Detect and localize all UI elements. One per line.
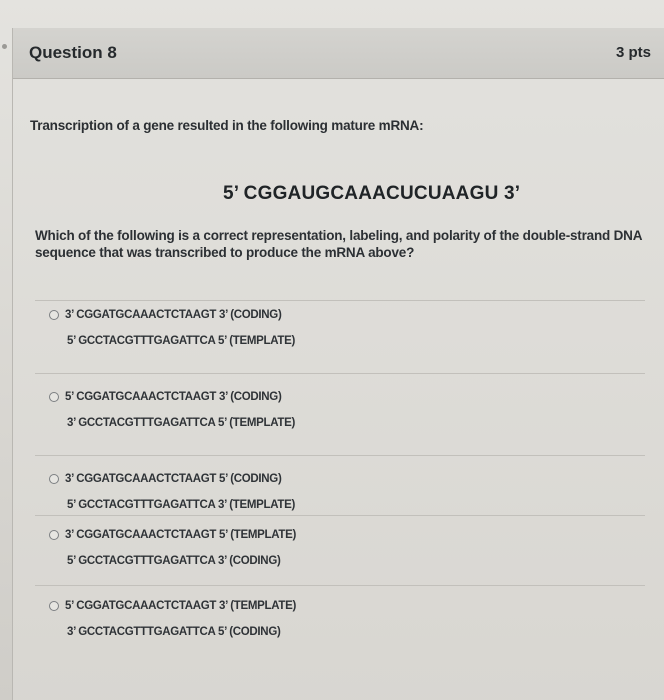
answer-option-4-line2: 5’ GCCTACGTTTGAGATTCA 3’ (CODING) bbox=[67, 555, 281, 567]
answer-option-4[interactable] bbox=[49, 527, 296, 569]
question-prompt: Which of the following is a correct representation, labeling, and polarity of the double-strand DNA sequence that was transcribed to produce the mRNA above? bbox=[35, 228, 642, 260]
answer-option-1-line2: 5’ GCCTACGTTTGAGATTCA 5’ (TEMPLATE) bbox=[67, 335, 296, 347]
question-points: 3 pts bbox=[615, 44, 651, 61]
answer-option-3-line1: 3’ CGGATGCAAACTCTAAGT 5’ (CODING) bbox=[65, 473, 282, 485]
answer-option-3-row bbox=[49, 471, 295, 487]
radio-button[interactable] bbox=[49, 474, 59, 484]
answer-option-4-row bbox=[49, 527, 296, 543]
answer-option-5-line1: 5’ CGGATGCAAACTCTAAGT 3’ (TEMPLATE) bbox=[65, 600, 296, 612]
answer-divider bbox=[35, 455, 645, 456]
question-intro: Transcription of a gene resulted in the following mature mRNA: bbox=[30, 118, 424, 133]
radio-button[interactable] bbox=[49, 530, 59, 540]
answer-option-5-row bbox=[49, 598, 296, 614]
answer-divider bbox=[35, 300, 645, 301]
answer-divider bbox=[35, 373, 645, 374]
answer-divider bbox=[35, 585, 645, 586]
answer-option-5-line2: 3’ GCCTACGTTTGAGATTCA 5’ (CODING) bbox=[67, 626, 281, 638]
answer-option-5[interactable] bbox=[49, 598, 296, 640]
answer-divider bbox=[35, 515, 645, 516]
question-card bbox=[12, 28, 664, 700]
question-title: Question 8 bbox=[29, 43, 117, 62]
answer-option-2-row bbox=[49, 389, 295, 405]
answer-option-2-line2: 3’ GCCTACGTTTGAGATTCA 5’ (TEMPLATE) bbox=[67, 417, 296, 429]
answer-option-1-line1: 3’ CGGATGCAAACTCTAAGT 3’ (CODING) bbox=[65, 309, 282, 321]
answer-option-4-line1: 3’ CGGATGCAAACTCTAAGT 5’ (TEMPLATE) bbox=[65, 529, 296, 541]
question-header bbox=[13, 28, 664, 79]
answer-option-2[interactable] bbox=[49, 389, 295, 431]
bullet-dot-icon bbox=[2, 44, 7, 49]
answer-option-1-row bbox=[49, 307, 295, 323]
answer-option-3[interactable] bbox=[49, 471, 295, 513]
radio-button[interactable] bbox=[49, 310, 59, 320]
answer-option-1[interactable] bbox=[49, 307, 295, 349]
radio-button[interactable] bbox=[49, 601, 59, 611]
radio-button[interactable] bbox=[49, 392, 59, 402]
mrna-sequence: 5’ CGGAUGCAAACUCUAAGU 3’ bbox=[223, 183, 521, 204]
answer-option-2-line1: 5’ CGGATGCAAACTCTAAGT 3’ (CODING) bbox=[65, 391, 282, 403]
answer-option-3-line2: 5’ GCCTACGTTTGAGATTCA 3’ (TEMPLATE) bbox=[67, 499, 296, 511]
